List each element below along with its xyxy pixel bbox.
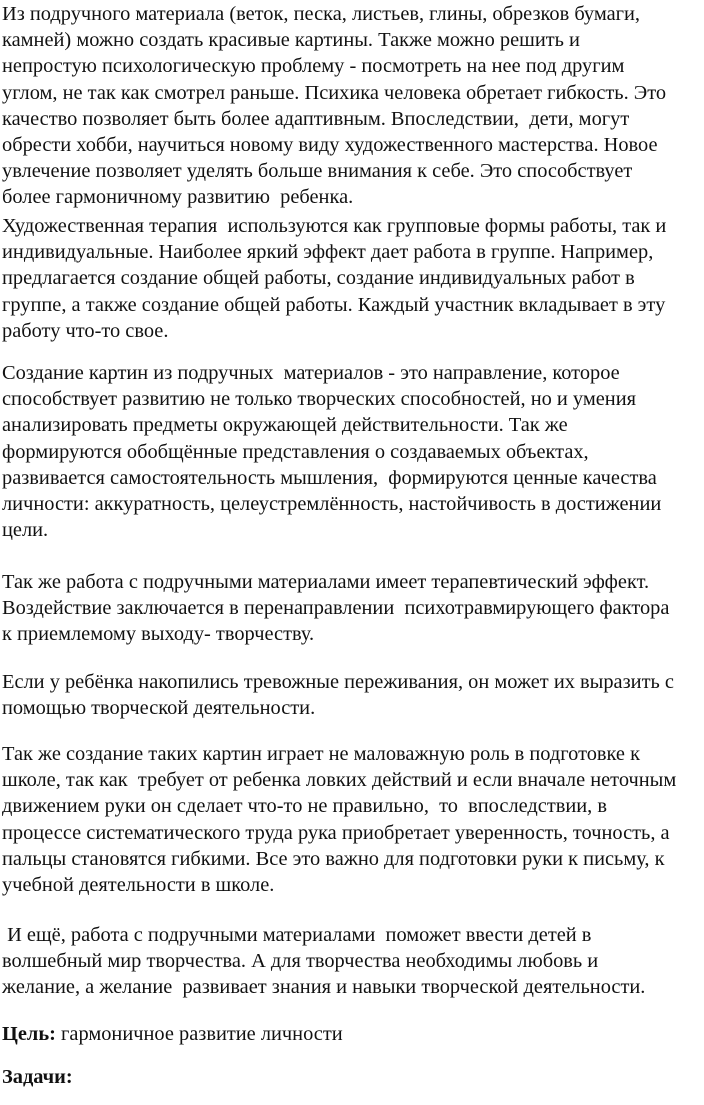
text-line: к приемлемому выходу- творчеству. [2,623,315,646]
paragraph-7 [2,922,645,1001]
text-line: индивидуальные. Наиболее яркий эффект дает работа в группе. Например, [2,241,654,264]
text-line: работу что-то свое. [2,319,169,342]
text-line: Художественная терапия используются как групповые формы работы, так и [2,215,667,237]
text-line: движением руки он сделает что-то не правильно, то впоследствии, в [2,795,608,818]
text-line: анализировать предметы окружающей действительности. Так же [2,414,568,437]
paragraph-3 [2,360,661,543]
text-line: Так же работа с подручными материалами имеет терапевтический эффект. [2,571,650,593]
tasks-heading [2,1064,73,1090]
paragraph-5 [2,669,674,721]
text-line: личности: аккуратность, целеустремлённость, настойчивость в достижении [2,493,662,516]
paragraph-1 [2,1,666,211]
text-line: непростую психологическую проблему - посмотреть на нее под другим [2,55,625,78]
text-line: увлечение позволяет уделять больше внимания к себе. Это способствует [2,160,633,183]
text-line: Если у ребёнка накопились тревожные переживания, он может их выразить с [2,671,674,693]
text-line: предлагается создание общей работы, создание индивидуальных работ в [2,267,635,290]
text-line: Из подручного материала (веток, песка, листьев, глины, обрезков бумаги, [2,3,641,25]
text-line: углом, не так как смотрел раньше. Психика человека обретает гибкость. Это [2,81,667,104]
text-line: И ещё, работа с подручными материалами поможет ввести детей в [2,924,592,946]
text-line: пальцы становятся гибкими. Все это важно для подготовки руки к письму, к [2,847,665,870]
paragraph-6 [2,741,676,898]
text-line: Создание картин из подручных материалов - это направление, которое [2,362,620,384]
text-line: Воздействие заключается в перенаправлении психотравмирующего фактора [2,597,670,620]
text-line: способствует развитию не только творческих способностей, но и умения [2,388,637,411]
text-line: школе, так как требует от ребенка ловких действий и если вначале неточным [2,769,677,792]
text-line: более гармоничному развитию ребенка. [2,186,354,209]
text-line: развивается самостоятельность мышления, формируются ценные качества [2,466,657,489]
text-line: процессе систематического труда рука приобретает уверенность, точность, а [2,821,670,844]
text-line: камней) можно создать красивые картины. Также можно решить и [2,29,580,52]
goal-line [2,1021,343,1047]
text-line: формируются обобщённые представления о создаваемых объектах, [2,440,589,463]
paragraph-4 [2,569,669,648]
text-line: Так же создание таких картин играет не маловажную роль в подготовке к [2,743,640,765]
text-line: качество позволяет быть более адаптивным. Впоследствии, дети, могут [2,107,630,130]
text-line: помощью творческой деятельности. [2,697,316,720]
text-line: учебной деятельности в школе. [2,874,275,897]
goal-value: гармоничное развитие личности [55,1023,343,1045]
goal-text [2,1021,343,1047]
goal-label: Цель: [2,1023,56,1045]
paragraph-2 [2,213,666,344]
text-line: группе, а также создание общей работы. Каждый участник вкладывает в эту [2,293,666,316]
text-line: волшебный мир творчества. А для творчества необходимы любовь и [2,950,599,973]
tasks-label: Задачи: [2,1066,73,1088]
text-line: желание, а желание развивает знания и навыки творческой деятельности. [2,976,646,999]
text-line: цели. [2,519,49,542]
text-line: обрести хобби, научиться новому виду художественного мастерства. Новое [2,134,658,157]
